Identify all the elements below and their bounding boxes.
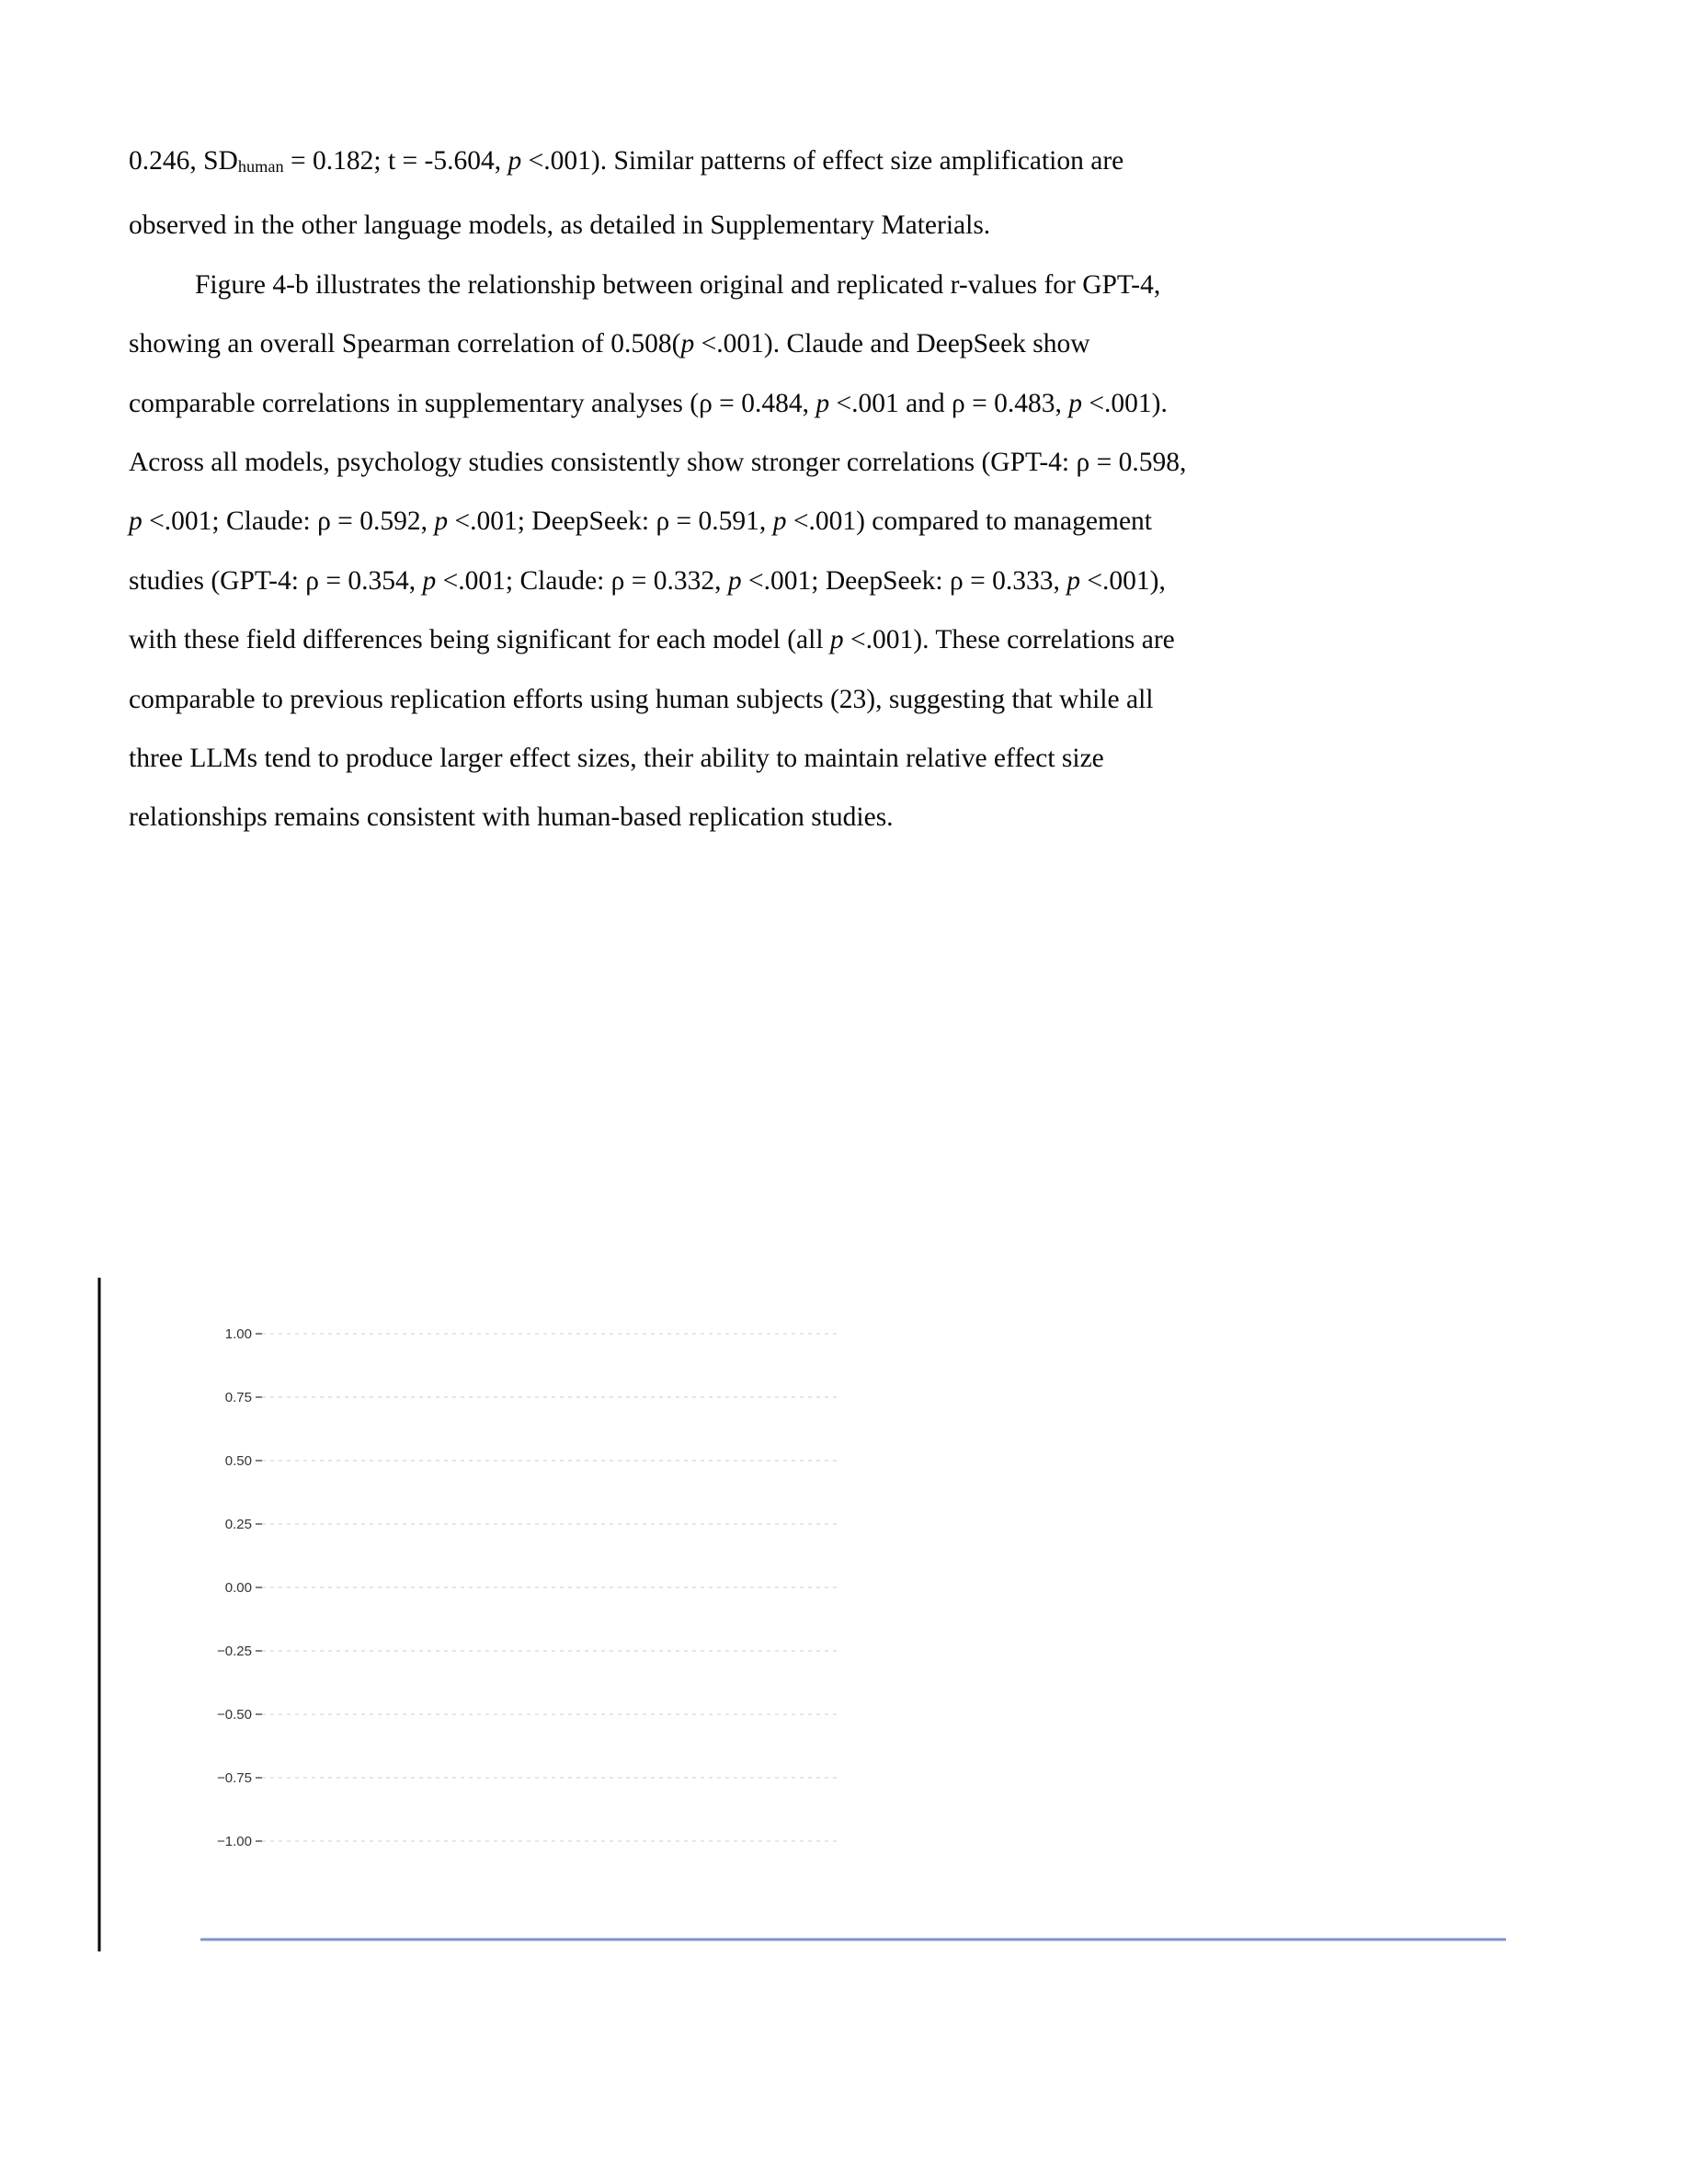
- text-segment: p: [727, 565, 742, 596]
- text-segment: relationships remains consistent with human-based replication studies.: [129, 802, 894, 833]
- text-segment: comparable to previous replication efforts using human subjects (23), suggesting that while all: [129, 684, 1154, 714]
- text-line-4: [129, 314, 1586, 373]
- text-segment: p: [680, 329, 695, 359]
- text-segment: with these field differences being significant for each model (all: [129, 625, 830, 655]
- text-segment: <.001; Claude: ρ = 0.332,: [436, 565, 728, 596]
- text-segment: 0.246, SD: [129, 146, 238, 176]
- text-segment: Figure 4-b illustrates the relationship between original and replicated r-values for GPT-4,: [195, 269, 1161, 300]
- text-line-7: [129, 492, 1586, 551]
- text-segment: <.001).: [1082, 388, 1168, 418]
- figure-4: [0, 1259, 1688, 1985]
- text-segment: <.001; DeepSeek: ρ = 0.333,: [741, 565, 1067, 596]
- text-line-8: [129, 552, 1586, 610]
- y-tick-label: 1.00: [224, 1326, 252, 1342]
- text-segment: p: [1068, 388, 1083, 418]
- text-segment: p: [422, 565, 437, 596]
- text-segment: <.001; DeepSeek: ρ = 0.591,: [448, 506, 773, 537]
- text-line-9: [129, 610, 1586, 669]
- text-segment: = 0.182; t = -5.604,: [283, 146, 508, 176]
- y-tick-label: 0.50: [224, 1453, 252, 1469]
- text-segment: observed in the other language models, as detailed in Supplementary Materials.: [129, 210, 991, 241]
- text-segment: three LLMs tend to produce larger effect sizes, their ability to maintain relative effect size: [129, 743, 1104, 773]
- text-segment: <.001). These correlations are: [843, 625, 1175, 655]
- text-segment: p: [815, 388, 830, 418]
- text-segment: <.001). Claude and DeepSeek show: [694, 329, 1090, 359]
- y-tick-label: −1.00: [217, 1834, 252, 1849]
- y-tick-label: −0.25: [217, 1644, 252, 1659]
- body-text: [129, 131, 1586, 847]
- text-line-2: [129, 196, 1586, 255]
- text-segment: human: [237, 156, 284, 176]
- text-line-3: [129, 256, 1586, 314]
- text-segment: p: [129, 506, 143, 537]
- text-segment: <.001) compared to management: [786, 506, 1152, 537]
- y-tick-label: 0.25: [224, 1517, 252, 1532]
- text-line-5: [129, 374, 1586, 433]
- text-line-1: [129, 131, 1586, 196]
- y-tick-label: 0.75: [224, 1390, 252, 1405]
- text-segment: p: [1066, 565, 1080, 596]
- text-segment: studies (GPT-4: ρ = 0.354,: [129, 565, 423, 596]
- text-segment: <.001 and ρ = 0.483,: [829, 388, 1069, 418]
- panel-a: [217, 1326, 841, 1849]
- text-line-6: [129, 433, 1586, 492]
- y-tick-label: −0.50: [217, 1707, 252, 1723]
- y-tick-label: 0.00: [224, 1580, 252, 1596]
- text-segment: p: [772, 506, 787, 537]
- text-line-10: [129, 670, 1586, 729]
- text-segment: Across all models, psychology studies consistently show stronger correlations (GPT-4: ρ = 0.598,: [129, 447, 1187, 477]
- text-segment: comparable correlations in supplementary analyses (ρ = 0.484,: [129, 388, 816, 418]
- text-segment: showing an overall Spearman correlation of 0.508(: [129, 329, 681, 359]
- text-segment: <.001; Claude: ρ = 0.592,: [142, 506, 435, 537]
- y-tick-label: −0.75: [217, 1770, 252, 1786]
- text-segment: p: [829, 625, 844, 655]
- text-segment: <.001),: [1079, 565, 1166, 596]
- text-segment: p: [508, 146, 522, 176]
- text-line-12: [129, 788, 1586, 847]
- text-line-11: [129, 729, 1586, 788]
- text-segment: p: [434, 506, 449, 537]
- text-segment: <.001). Similar patterns of effect size amplification are: [521, 146, 1124, 176]
